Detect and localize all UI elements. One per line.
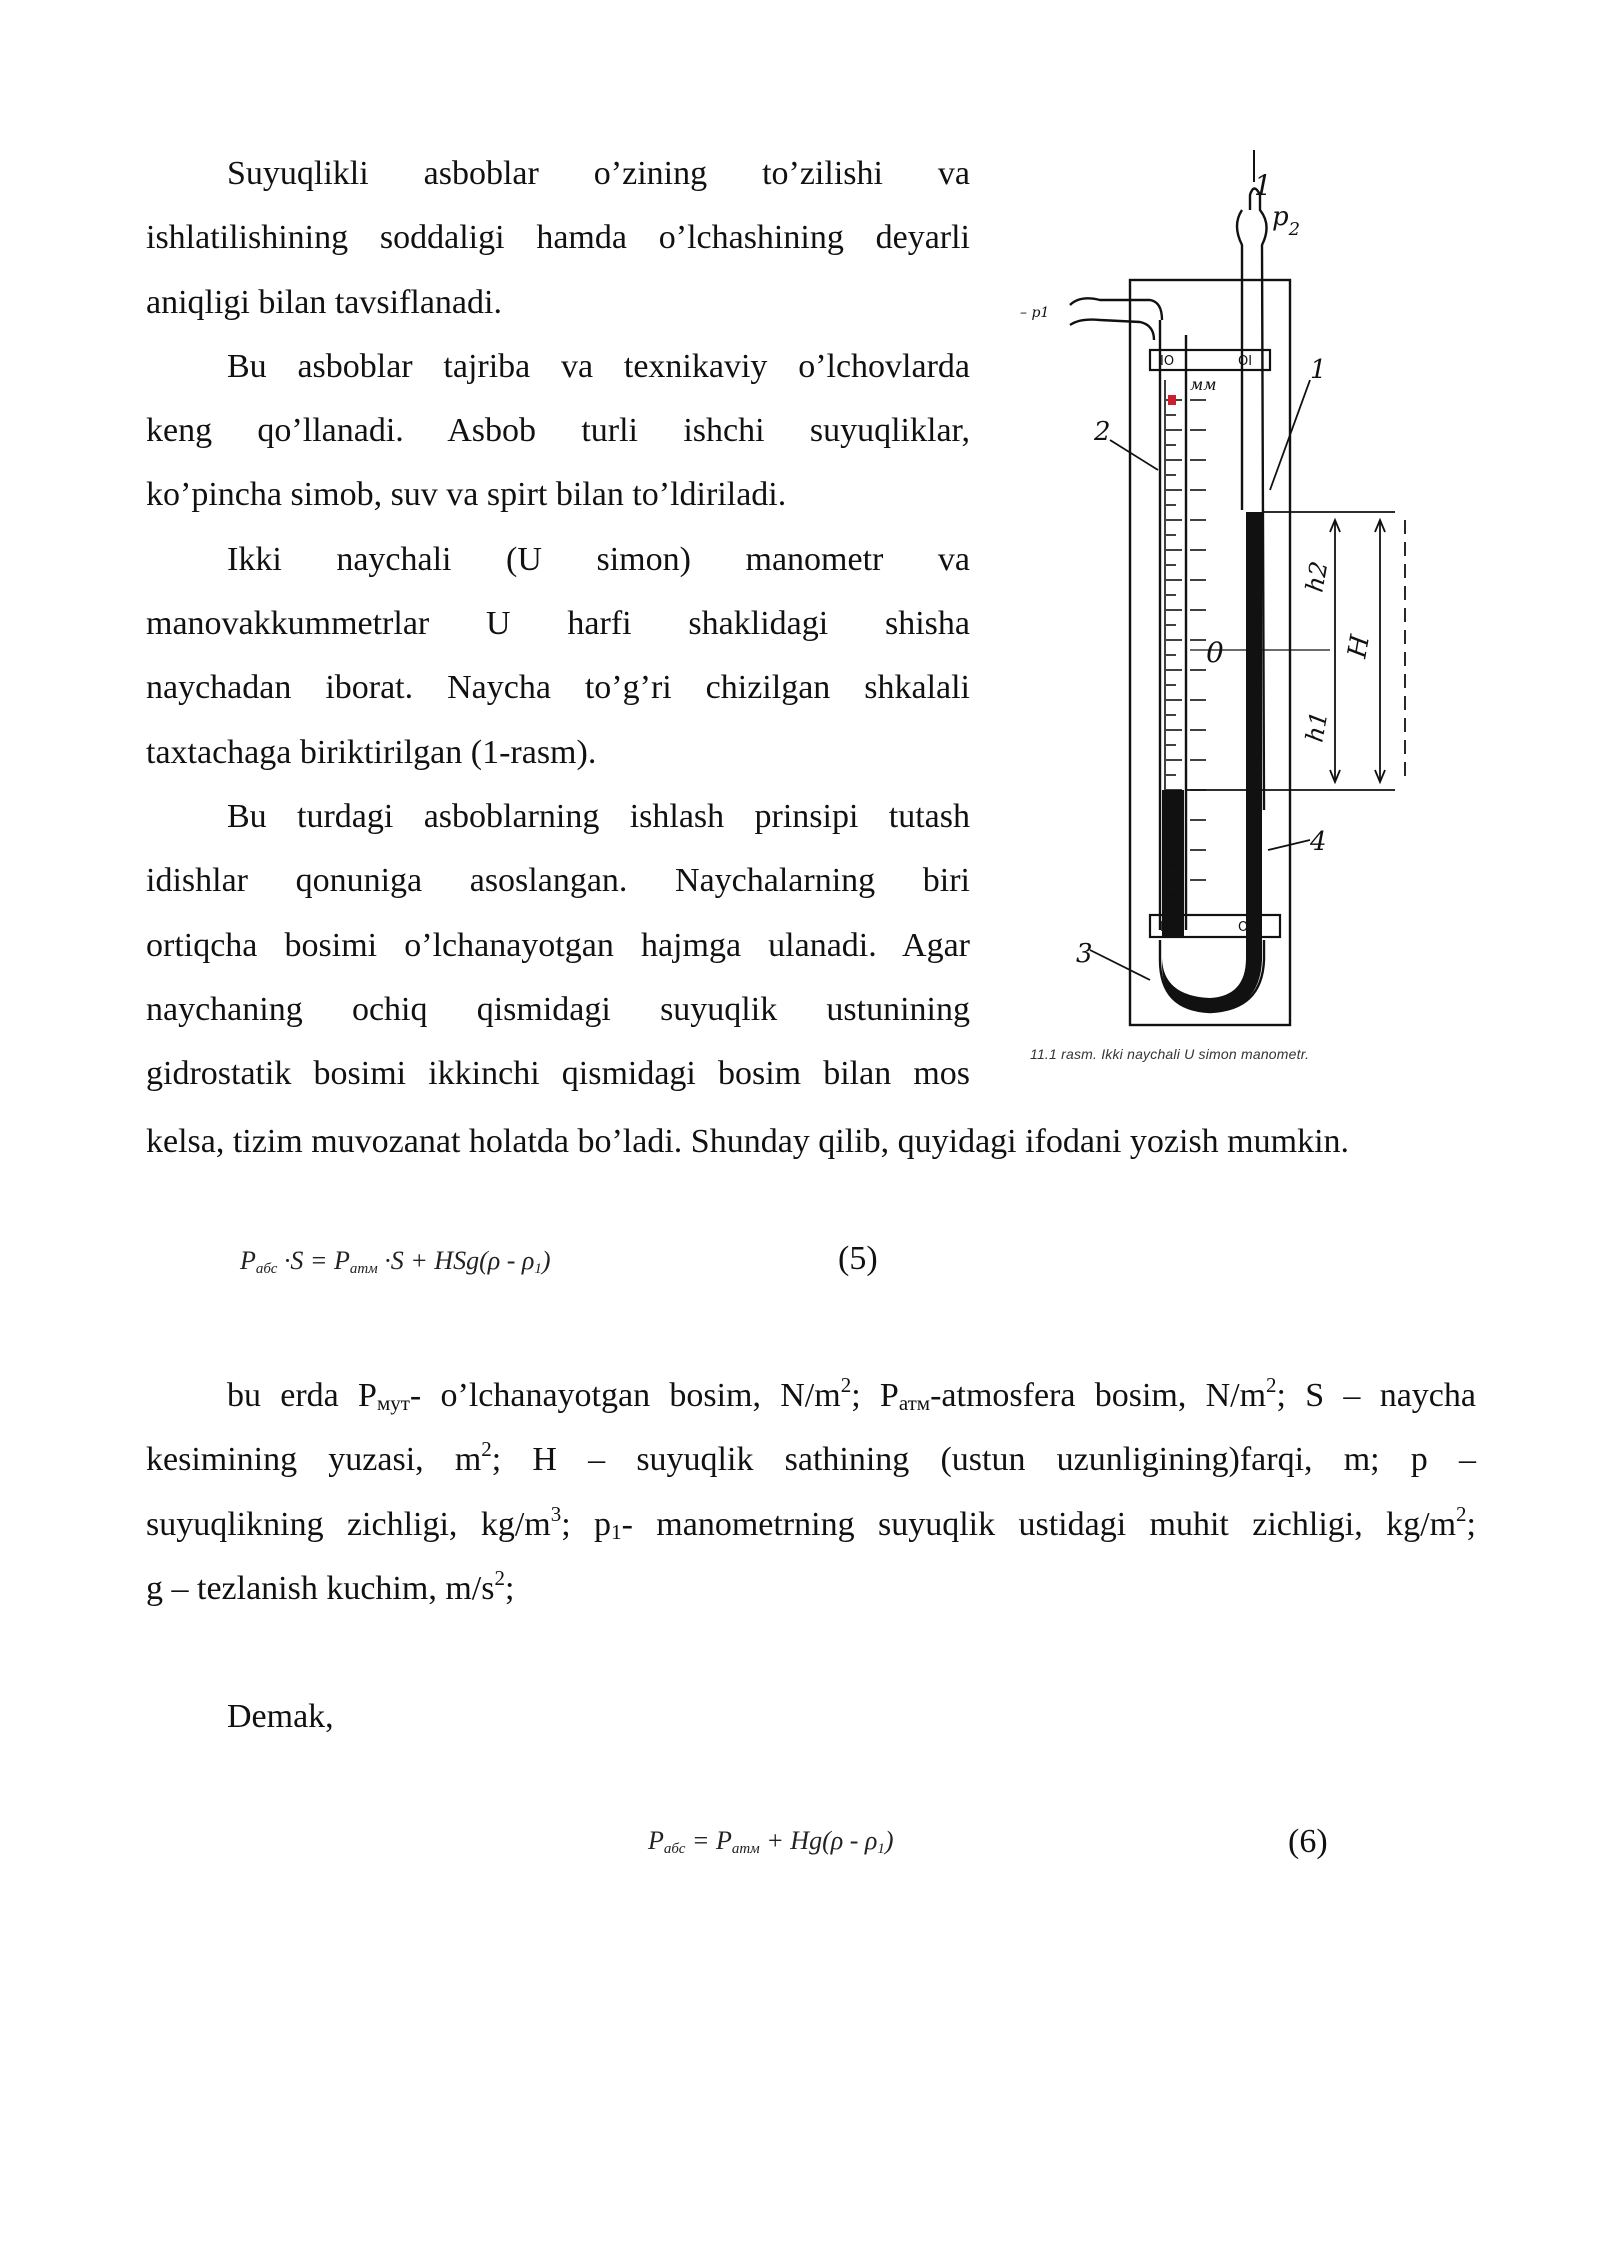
text-line: ortiqcha bosimi o’lchanayotgan hajmga ulanadi. Agar	[146, 926, 970, 964]
figure-caption: 11.1 rasm. Ikki naychali U simon manometr.	[1030, 1046, 1310, 1062]
eq-subscript: атм	[731, 1841, 760, 1857]
label-3: 3	[1076, 939, 1093, 969]
label-h2: h2	[1300, 559, 1334, 595]
label-zero: 0	[1206, 636, 1224, 669]
paragraph-3	[146, 528, 970, 785]
eq-symbol: P	[240, 1246, 256, 1275]
demak-label: Demak,	[227, 1698, 334, 1735]
text-line: ko’pincha simob, suv va spirt bilan to’ldiriladi.	[146, 476, 787, 514]
scale-marker	[1168, 395, 1176, 405]
label-inlet: – p1	[1020, 305, 1050, 321]
eq-symbol: P	[715, 1826, 732, 1855]
clamp-mark: IO	[1160, 354, 1175, 369]
text-line: manovakkummetrlar U harfi shaklidagi shisha	[146, 605, 970, 643]
paragraph-1	[146, 142, 970, 335]
eq-subscript: 1	[877, 1841, 885, 1857]
eq-subscript: абс	[663, 1841, 686, 1857]
paragraph-2	[146, 335, 970, 528]
text-line: taxtachaga biriktirilgan (1-rasm).	[146, 733, 597, 771]
u-tube-manometer-figure	[1010, 150, 1430, 1070]
eq-symbol: P	[333, 1246, 350, 1275]
eq-symbol: + Hg(ρ - ρ	[766, 1826, 878, 1855]
text-line: naychadan iborat. Naycha to’g’ri chizilgan shkalali	[146, 669, 970, 707]
text-line: g – tezlanish kuchim, $m/s^2$;	[146, 1565, 515, 1607]
equation-5	[240, 1246, 551, 1278]
label-h1: h1	[1300, 709, 1334, 745]
clamp-mark: IO	[1160, 920, 1175, 935]
equation-number-5: (5)	[838, 1240, 878, 1277]
eq-symbol: )	[541, 1246, 551, 1275]
text-line: bu erda $P_{мут}-$ o’lchanayotgan bosim, $N/m^2$; $P_{атм}$-atmosfera bosim, $N/m^2$; S – naycha	[227, 1373, 1476, 1415]
equation-6	[648, 1826, 894, 1858]
eq-symbol: )	[884, 1826, 894, 1855]
label-mm: мм	[1190, 375, 1217, 394]
text-line: Ikki naychali (U simon) manometr va	[227, 540, 970, 578]
label-top: 1	[1254, 169, 1272, 202]
eq-subscript: атм	[349, 1261, 378, 1277]
equation-number-6: (6)	[1288, 1823, 1328, 1860]
eq-subscript: 1	[534, 1261, 542, 1277]
label-4: 4	[1310, 827, 1327, 857]
inlet-elbow	[1070, 298, 1162, 340]
text-line: keng qo’llanadi. Asbob turli ishchi suyuqliklar,	[146, 412, 970, 450]
text-column	[146, 142, 970, 1106]
eq-symbol: ·S =	[283, 1246, 328, 1275]
label-2: 2	[1094, 417, 1111, 447]
text-line: ishlatilishining soddaligi hamda o’lchashining deyarli	[146, 219, 970, 257]
eq-subscript: абс	[255, 1261, 278, 1277]
label-p2: $p_2$	[1272, 202, 1301, 240]
text-line: naychaning ochiq qismidagi suyuqlik ustunining	[146, 990, 970, 1028]
text-line: suyuqlikning zichligi, $kg/m^3$; $p_1-$ manometrning suyuqlik ustidagi muhit zichligi, $kg/m^2$;	[146, 1501, 1476, 1544]
text-line: Bu asboblar tajriba va texnikaviy o’lchovlarda	[227, 347, 970, 385]
eq-symbol: P	[648, 1826, 664, 1855]
paragraph-4-continuation: kelsa, tizim muvozanat holatda bo’ladi. Shunday qilib, quyidagi ifodani yozish mumkin.	[146, 1123, 1350, 1160]
liquid-left-column	[1162, 790, 1184, 938]
clamp-mark: OI	[1238, 354, 1253, 369]
text-line: idishlar qonuniga asoslangan. Naychalarning biri	[146, 862, 970, 900]
eq-symbol: ·S + HSg(ρ - ρ	[384, 1246, 535, 1275]
text-line: kesimining yuzasi, $m^2$; H – suyuqlik sathining (ustun uzunligining)farqi, m; p –	[146, 1437, 1476, 1479]
text-line: aniqligi bilan tavsiflanadi.	[146, 283, 502, 321]
label-1: 1	[1310, 355, 1327, 385]
eq-symbol: =	[691, 1826, 710, 1855]
variables-explanation	[146, 1364, 1476, 1621]
text-line: Bu turdagi asboblarning ishlash prinsipi tutash	[227, 797, 970, 835]
text-line: gidrostatik bosimi ikkinchi qismidagi bosim bilan mos	[146, 1055, 970, 1093]
label-h: H	[1342, 632, 1376, 661]
liquid-right-column	[1246, 512, 1262, 937]
clamp-mark: OI	[1238, 920, 1253, 935]
text-line: Suyuqlikli asboblar o’zining to’zilishi va	[227, 155, 970, 192]
paragraph-4	[146, 785, 970, 1106]
